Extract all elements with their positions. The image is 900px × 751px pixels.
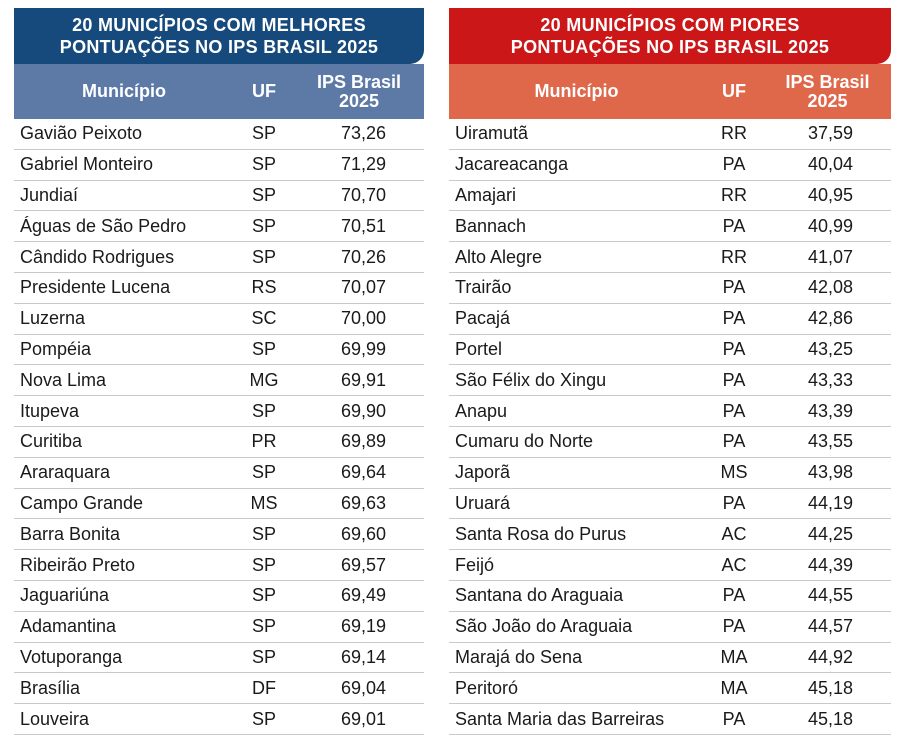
table-row: [14, 458, 424, 489]
ips-score-cell: 70,70: [340, 184, 386, 205]
uf-cell: SP: [251, 123, 276, 144]
table-row: [449, 489, 891, 520]
uf-cell: SP: [251, 400, 276, 421]
municipio-cell: Adamantina: [20, 616, 117, 637]
municipio-cell: São Félix do Xingu: [455, 369, 607, 390]
best-table-body: [14, 119, 424, 735]
uf-cell: PA: [722, 708, 746, 729]
uf-cell: PA: [722, 154, 746, 175]
municipio-cell: Jaguariúna: [20, 585, 110, 606]
ips-score-cell: 43,25: [807, 338, 853, 359]
ips-score-cell: 69,01: [340, 708, 386, 729]
uf-cell: RR: [721, 246, 747, 267]
uf-cell: AC: [721, 554, 747, 575]
ips-score-cell: 69,60: [340, 523, 386, 544]
ips-score-cell: 43,98: [807, 462, 853, 483]
column-header-ips-line2: 2025: [338, 90, 380, 111]
ips-score-cell: 43,33: [807, 369, 853, 390]
uf-cell: PA: [722, 308, 746, 329]
municipio-cell: Nova Lima: [20, 369, 107, 390]
ips-score-cell: 69,91: [340, 369, 386, 390]
ips-score-cell: 37,59: [807, 123, 853, 144]
uf-cell: SP: [251, 338, 276, 359]
table-row: [14, 211, 424, 242]
uf-cell: RS: [251, 277, 277, 298]
best-municipalities-table: [14, 8, 424, 735]
uf-cell: RR: [721, 184, 747, 205]
table-row: [449, 643, 891, 674]
municipio-cell: Santa Maria das Barreiras: [455, 708, 665, 729]
table-row: [14, 581, 424, 612]
table-row: [449, 427, 891, 458]
table-row: [14, 519, 424, 550]
uf-cell: MA: [720, 677, 748, 698]
worst-table-title-line1: 20 MUNICÍPIOS COM PIORES: [540, 15, 800, 35]
table-row: [14, 612, 424, 643]
table-row: [14, 273, 424, 304]
table-row: [14, 150, 424, 181]
table-row: [14, 365, 424, 396]
municipio-cell: Santa Rosa do Purus: [455, 523, 627, 544]
municipio-cell: Amajari: [455, 184, 517, 205]
municipio-cell: Louveira: [20, 708, 90, 729]
ips-score-cell: 44,19: [807, 492, 853, 513]
column-header-municipio: Município: [82, 81, 166, 101]
column-header-municipio: Município: [534, 81, 619, 101]
uf-cell: SP: [251, 154, 276, 175]
table-row: [449, 181, 891, 212]
table-row: [14, 550, 424, 581]
table-row: [14, 335, 424, 366]
ips-score-cell: 44,55: [807, 585, 853, 606]
ips-score-cell: 40,95: [807, 184, 853, 205]
table-row: [449, 304, 891, 335]
table-row: [449, 119, 891, 150]
best-table-title-line2: PONTUAÇÕES NO IPS BRASIL 2025: [59, 37, 379, 57]
municipio-cell: Peritoró: [455, 677, 519, 698]
ips-score-cell: 69,64: [340, 462, 386, 483]
column-header-uf: UF: [252, 81, 276, 101]
ips-score-cell: 44,39: [807, 554, 853, 575]
table-row: [14, 396, 424, 427]
uf-cell: RR: [721, 123, 747, 144]
worst-municipalities-table: [449, 8, 891, 735]
uf-cell: SC: [251, 308, 277, 329]
municipio-cell: Presidente Lucena: [20, 277, 171, 298]
ips-score-cell: 69,19: [340, 616, 386, 637]
column-header-ips: [294, 73, 424, 111]
municipio-cell: Feijó: [455, 554, 495, 575]
ips-score-cell: 40,99: [807, 215, 853, 236]
municipio-cell: Ribeirão Preto: [20, 554, 136, 575]
worst-table-banner: [449, 8, 891, 64]
column-header-ips-line2: 2025: [807, 90, 848, 111]
ips-score-cell: 42,08: [807, 277, 853, 298]
table-row: [14, 119, 424, 150]
ips-score-cell: 69,14: [340, 646, 386, 667]
municipio-cell: Curitiba: [20, 431, 83, 452]
ips-score-cell: 44,92: [807, 646, 853, 667]
municipio-cell: Campo Grande: [20, 492, 144, 513]
ips-score-cell: 70,00: [340, 308, 386, 329]
best-table-title-line1: 20 MUNICÍPIOS COM MELHORES: [72, 15, 366, 35]
best-table-banner: [14, 8, 424, 64]
uf-cell: SP: [251, 646, 276, 667]
municipio-cell: Araraquara: [20, 462, 111, 483]
uf-cell: SP: [251, 246, 276, 267]
table-row: [449, 365, 891, 396]
uf-cell: PA: [722, 369, 746, 390]
ips-score-cell: 43,55: [807, 431, 853, 452]
table-row: [449, 519, 891, 550]
ips-score-cell: 69,04: [340, 677, 386, 698]
table-row: [449, 612, 891, 643]
uf-cell: PA: [722, 492, 746, 513]
ips-score-cell: 41,07: [807, 246, 853, 267]
ips-score-cell: 70,07: [340, 277, 386, 298]
municipio-cell: Alto Alegre: [455, 246, 543, 267]
municipio-cell: Pompéia: [20, 338, 92, 359]
worst-table-body: [449, 119, 891, 735]
ips-score-cell: 69,90: [340, 400, 386, 421]
table-row: [14, 304, 424, 335]
ips-score-cell: 69,63: [340, 492, 386, 513]
ips-score-cell: 69,57: [340, 554, 386, 575]
column-header-ips-line1: IPS Brasil: [785, 71, 870, 92]
table-row: [449, 458, 891, 489]
uf-cell: SP: [251, 585, 276, 606]
table-row: [14, 242, 424, 273]
uf-cell: PA: [722, 277, 746, 298]
table-row: [14, 643, 424, 674]
municipio-cell: Barra Bonita: [20, 523, 121, 544]
municipio-cell: Santana do Araguaia: [455, 585, 624, 606]
ips-score-cell: 40,04: [807, 154, 853, 175]
uf-cell: MS: [250, 492, 278, 513]
table-row: [449, 150, 891, 181]
municipio-cell: Pacajá: [455, 308, 511, 329]
municipio-cell: Gavião Peixoto: [20, 123, 143, 144]
uf-cell: PA: [722, 215, 746, 236]
ips-score-cell: 70,26: [340, 246, 386, 267]
column-header-uf: UF: [722, 81, 746, 101]
best-table-header-row: [14, 64, 424, 119]
table-row: [14, 181, 424, 212]
table-row: [14, 673, 424, 704]
municipio-cell: Cândido Rodrigues: [20, 246, 175, 267]
municipio-cell: Jacareacanga: [455, 154, 569, 175]
column-header-ips: [764, 73, 891, 111]
ips-score-cell: 42,86: [807, 308, 853, 329]
table-row: [14, 427, 424, 458]
uf-cell: PR: [251, 431, 277, 452]
table-row: [449, 335, 891, 366]
uf-cell: MS: [720, 462, 748, 483]
uf-cell: SP: [251, 523, 276, 544]
table-row: [449, 211, 891, 242]
ips-score-cell: 69,99: [340, 338, 386, 359]
uf-cell: PA: [722, 585, 746, 606]
municipio-cell: Uruará: [455, 492, 511, 513]
table-row: [14, 489, 424, 520]
ips-score-cell: 69,89: [340, 431, 386, 452]
table-row: [449, 550, 891, 581]
worst-table-title-line2: PONTUAÇÕES NO IPS BRASIL 2025: [510, 37, 830, 57]
municipio-cell: Uiramutã: [455, 123, 529, 144]
municipio-cell: Jundiaí: [20, 184, 79, 205]
uf-cell: PA: [722, 431, 746, 452]
uf-cell: PA: [722, 400, 746, 421]
worst-table-header-row: [449, 64, 891, 119]
municipio-cell: Águas de São Pedro: [20, 215, 187, 236]
ips-score-cell: 45,18: [807, 708, 853, 729]
table-row: [449, 396, 891, 427]
uf-cell: AC: [721, 523, 747, 544]
uf-cell: PA: [722, 338, 746, 359]
municipio-cell: Portel: [455, 338, 503, 359]
uf-cell: DF: [252, 677, 276, 698]
table-row: [449, 704, 891, 735]
ips-score-cell: 43,39: [807, 400, 853, 421]
municipio-cell: Marajá do Sena: [455, 646, 583, 667]
municipio-cell: Luzerna: [20, 308, 86, 329]
uf-cell: SP: [251, 462, 276, 483]
ips-score-cell: 69,49: [340, 585, 386, 606]
uf-cell: MG: [249, 369, 279, 390]
uf-cell: PA: [722, 616, 746, 637]
ips-score-cell: 44,25: [807, 523, 853, 544]
table-row: [449, 242, 891, 273]
ips-score-cell: 73,26: [340, 123, 386, 144]
column-header-ips-line1: IPS Brasil: [316, 71, 402, 92]
municipio-cell: Anapu: [455, 400, 508, 421]
uf-cell: SP: [251, 184, 276, 205]
municipio-cell: Gabriel Monteiro: [20, 154, 154, 175]
uf-cell: SP: [251, 554, 276, 575]
ips-score-cell: 44,57: [807, 616, 853, 637]
table-row: [14, 704, 424, 735]
municipio-cell: Trairão: [455, 277, 512, 298]
municipio-cell: Itupeva: [20, 400, 80, 421]
table-row: [449, 581, 891, 612]
table-row: [449, 673, 891, 704]
uf-cell: MA: [720, 646, 748, 667]
municipio-cell: Brasília: [20, 677, 81, 698]
municipio-cell: Votuporanga: [20, 646, 123, 667]
municipio-cell: Bannach: [455, 215, 527, 236]
municipio-cell: São João do Araguaia: [455, 616, 633, 637]
ips-score-cell: 70,51: [340, 215, 386, 236]
ips-score-cell: 45,18: [807, 677, 853, 698]
uf-cell: SP: [251, 708, 276, 729]
uf-cell: SP: [251, 215, 276, 236]
municipio-cell: Japorã: [455, 462, 511, 483]
ips-score-cell: 71,29: [340, 154, 386, 175]
municipio-cell: Cumaru do Norte: [455, 431, 594, 452]
uf-cell: SP: [251, 616, 276, 637]
table-row: [449, 273, 891, 304]
